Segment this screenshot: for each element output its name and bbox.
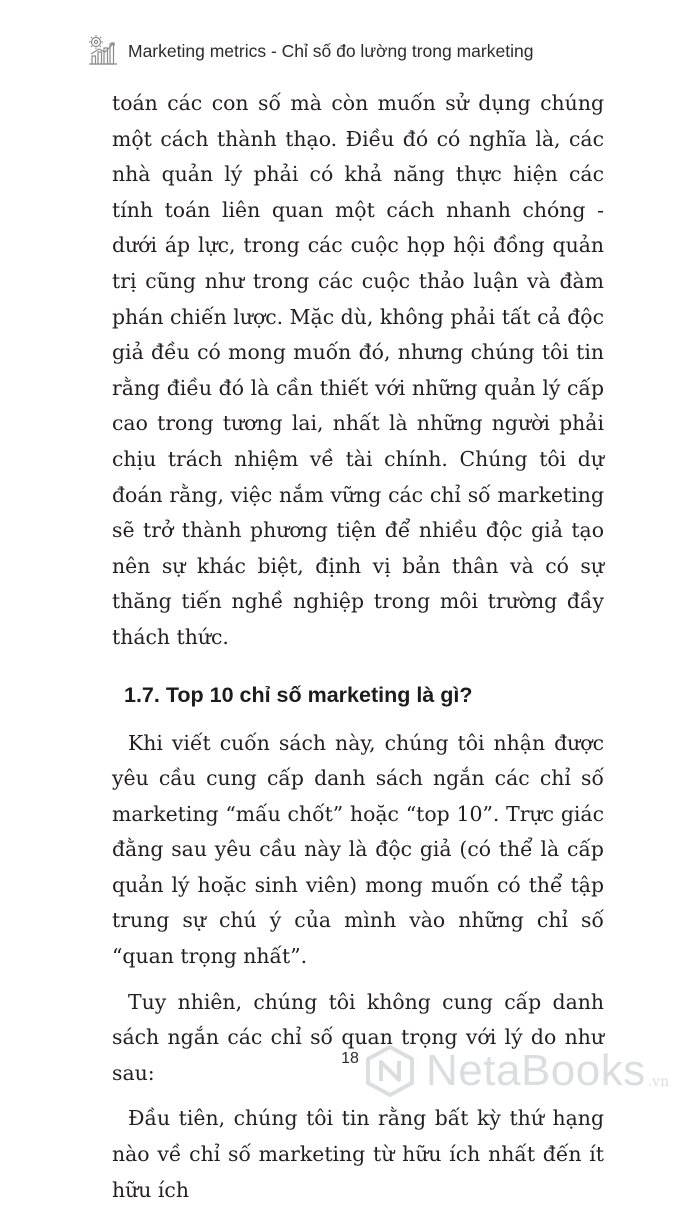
section-heading: 1.7. Top 10 chỉ số marketing là gì?: [124, 682, 473, 707]
chart-gear-icon: [86, 34, 120, 68]
body-paragraph: Tuy nhiên, chúng tôi không cung cấp danh sách ngắn các chỉ số quan trọng với lý do như sau:: [112, 989, 604, 1085]
body-paragraph: Đầu tiên, chúng tôi tin rằng bất kỳ thứ hạng nào về chỉ số marketing từ hữu ích nhất đến ít hữu ích: [112, 1106, 604, 1202]
page-number: 18: [341, 1050, 359, 1067]
running-header: [86, 28, 646, 74]
watermark-suffix: .vn: [647, 1074, 670, 1090]
watermark: [362, 1040, 669, 1102]
watermark-text: NetaBooks: [426, 1046, 646, 1095]
body-paragraph: toán các con số mà còn muốn sử dụng chúng một cách thành thạo. Điều đó có nghĩa là, các nhà quản lý phải có khả năng thực hiện các tính toán liên quan một cách nhanh chóng - dưới áp lực, trong các cuộc họp hội đồng quản trị cũng như trong các cuộc thảo luận và đàm phán chiến lược. Mặc dù, không phải tất cả độc giả đều có mong muốn đó, nhưng chúng tôi tin rằng điều đó là cần thiết với những quản lý cấp cao trong tương lai, nhất là những người phải chịu trách nhiệm về tài chính. Chúng tôi dự đoán rằng, việc nắm vững các chỉ số marketing sẽ trở thành phương tiện để nhiều độc giả tạo nên sự khác biệt, định vị bản thân và có sự thăng tiến nghề nghiệp trong môi trường đầy thách thức.: [112, 91, 604, 649]
netabooks-logo-icon: [362, 1043, 418, 1099]
running-header-title: Marketing metrics - Chỉ số đo lường trong marketing: [128, 40, 534, 61]
body-paragraph: Khi viết cuốn sách này, chúng tôi nhận được yêu cầu cung cấp danh sách ngắn các chỉ số marketing “mấu chốt” hoặc “top 10”. Trực giác đằng sau yêu cầu này là độc giả (có thể là cấp quản lý hoặc sinh viên) mong muốn có thể tập trung sự chú ý của mình vào những chỉ số “quan trọng nhất”.: [112, 730, 604, 969]
